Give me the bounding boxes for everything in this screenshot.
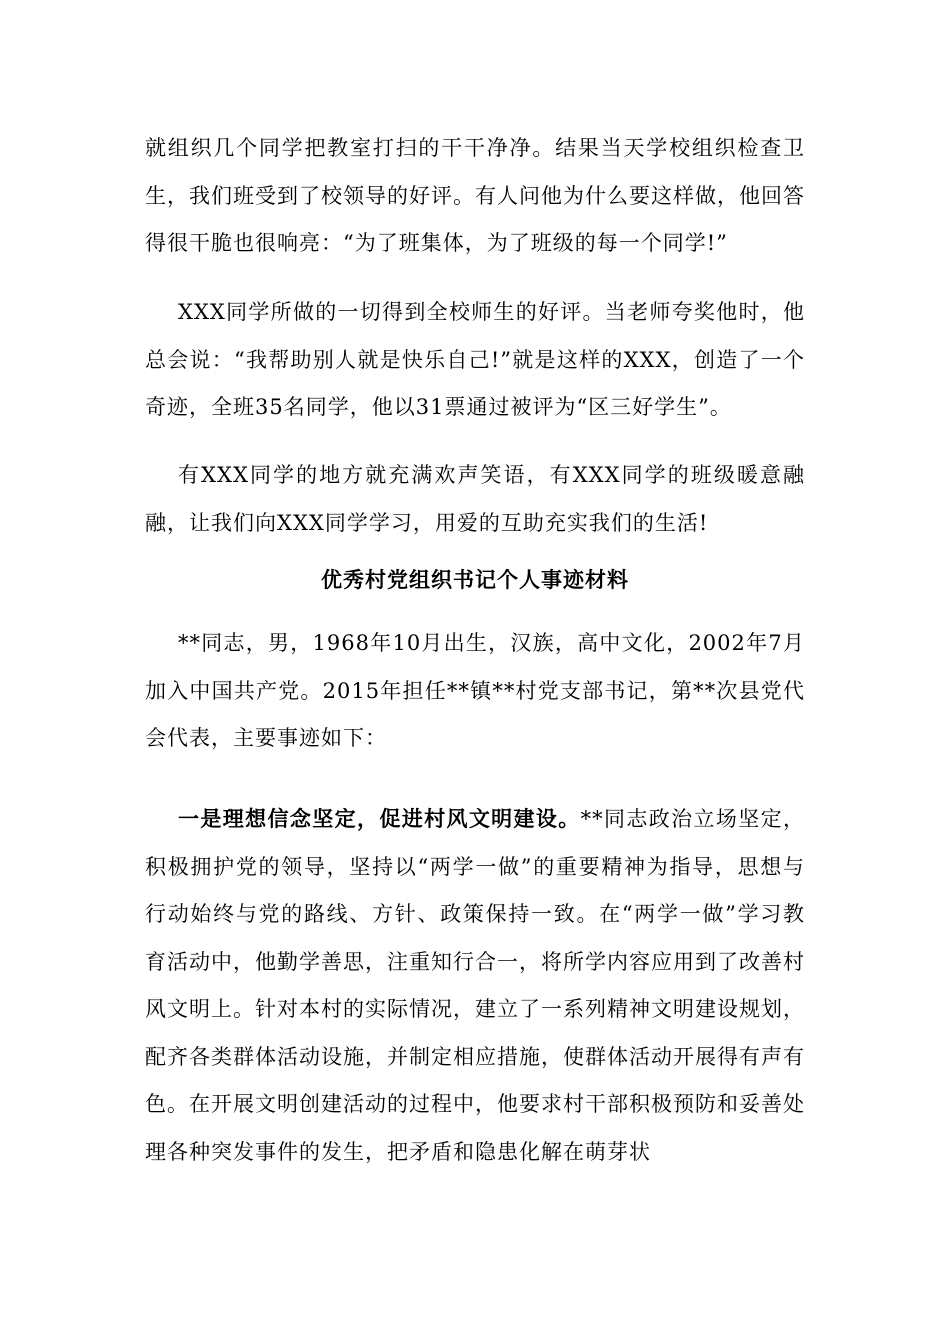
paragraph-class-cleaning: 就组织几个同学把教室打扫的干干净净。结果当天学校组织检查卫生，我们班受到了校领导的好评。有人问他为什么要这样做，他回答得很干脆也很响亮：“为了班集体，为了班级的每一个同学!”: [145, 136, 805, 255]
section-one-body: **同志政治立场坚定，积极拥护党的领导，坚持以“两学一做”的重要精神为指导，思想与行动始终与党的路线、方针、政策保持一致。在“两学一做”学习教育活动中，他勤学善思，注重知行合一，将所学内容应用到了改善村风文明上。针对本村的实际情况，建立了一系列精神文明建设规划，配齐各类群体活动设施，并制定相应措施，使群体活动开展得有声有色。在开展文明创建活动的过程中，他要求村干部积极预防和妥善处理各种突发事件的发生，把矛盾和隐患化解在萌芽状: [145, 807, 806, 1164]
paragraph-section-one: [145, 795, 805, 1176]
paragraph-intro: **同志，男，1968年10月出生，汉族，高中文化，2002年7月加入中国共产党。2015年担任**镇**村党支部书记，第**次县党代会代表，主要事迹如下：: [145, 631, 805, 750]
section-one-lead: 一是理想信念坚定，促进村风文明建设。: [178, 806, 581, 831]
paragraph-school-praise: XXX同学所做的一切得到全校师生的好评。当老师夸奖他时，他总会说：“我帮助别人就是快乐自己!”就是这样的XXX，创造了一个奇迹，全班35名同学，他以31票通过被评为“区三好学生”。: [145, 300, 805, 419]
section-heading: 优秀村党组织书记个人事迹材料: [321, 567, 629, 592]
paragraph-learn-from: 有XXX同学的地方就充满欢声笑语，有XXX同学的班级暖意融融，让我们向XXX同学学习，用爱的互助充实我们的生活!: [145, 463, 805, 535]
